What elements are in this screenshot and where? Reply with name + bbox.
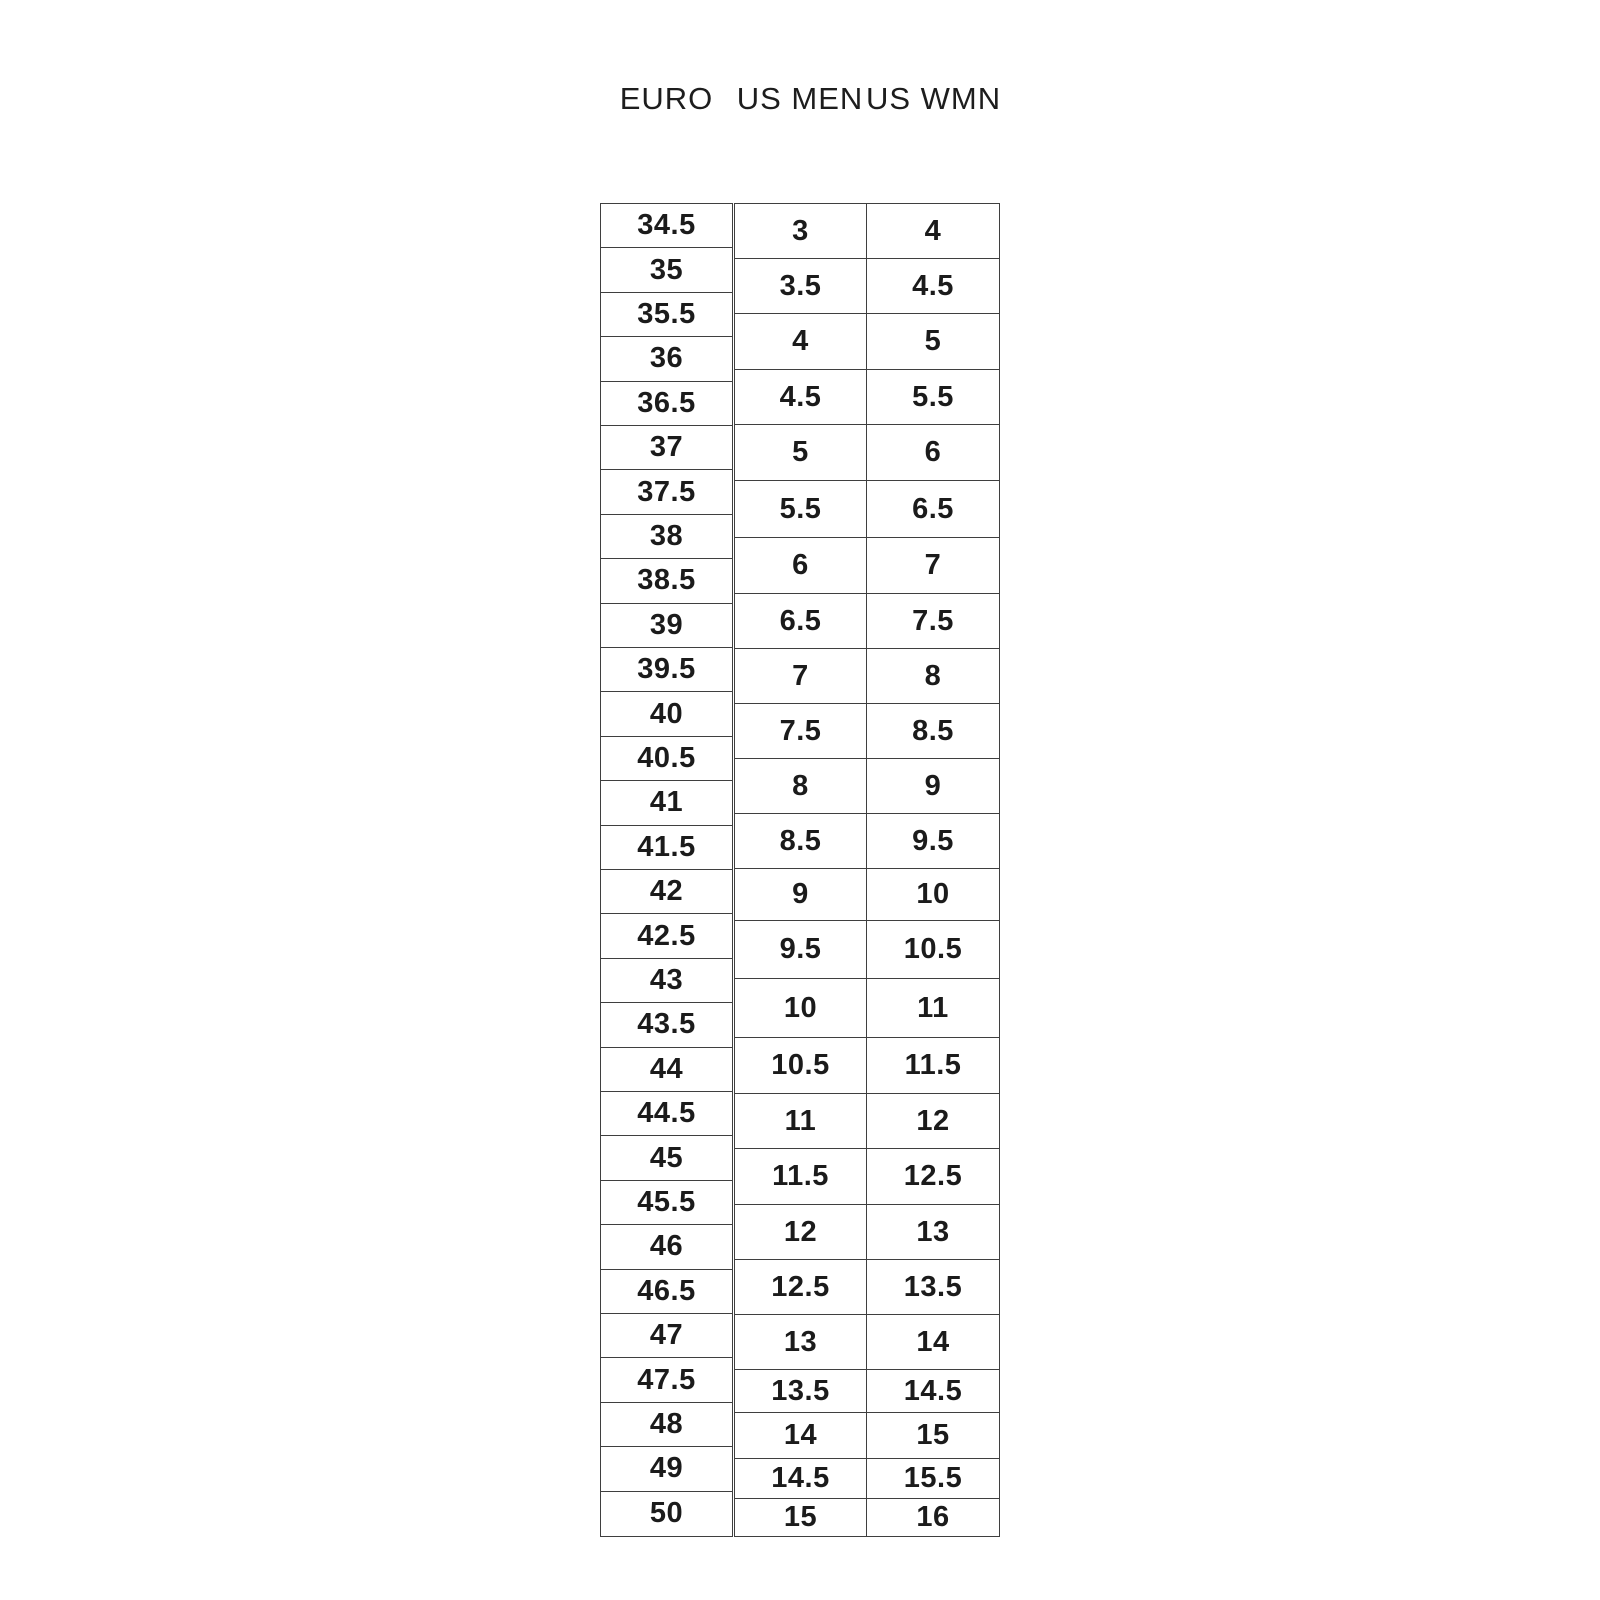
euro-size-cell: 36.5: [601, 382, 732, 426]
euro-size-cell: 40.5: [601, 737, 732, 781]
us-men-size-cell: 8.5: [735, 814, 866, 869]
us-wmn-size-column: [866, 203, 1000, 1537]
euro-size-cell: 47.5: [601, 1358, 732, 1402]
column-header-us-wmn: US WMN: [866, 81, 1002, 116]
us-wmn-size-cell: 10.5: [867, 921, 999, 979]
us-men-size-cell: 10: [735, 979, 866, 1038]
us-wmn-size-cell: 6.5: [867, 481, 999, 538]
us-wmn-size-cell: 14.5: [867, 1370, 999, 1413]
euro-size-cell: 42.5: [601, 914, 732, 958]
us-wmn-size-cell: 12: [867, 1094, 999, 1149]
us-wmn-size-cell: 9: [867, 759, 999, 814]
euro-size-cell: 44: [601, 1048, 732, 1092]
us-men-size-cell: 4.5: [735, 370, 866, 425]
euro-size-cell: 49: [601, 1447, 732, 1491]
us-men-size-cell: 6: [735, 538, 866, 594]
euro-size-cell: 34.5: [601, 204, 732, 248]
us-wmn-size-cell: 9.5: [867, 814, 999, 869]
us-men-size-cell: 12.5: [735, 1260, 866, 1315]
euro-size-cell: 46.5: [601, 1270, 732, 1314]
us-men-size-cell: 7: [735, 649, 866, 704]
euro-size-cell: 44.5: [601, 1092, 732, 1136]
us-men-size-cell: 11: [735, 1094, 866, 1149]
us-wmn-size-cell: 7.5: [867, 594, 999, 649]
us-wmn-size-cell: 5.5: [867, 370, 999, 425]
euro-size-cell: 43: [601, 959, 732, 1003]
us-wmn-size-cell: 13: [867, 1205, 999, 1260]
us-men-size-cell: 13.5: [735, 1370, 866, 1413]
euro-size-cell: 36: [601, 337, 732, 381]
euro-size-cell: 43.5: [601, 1003, 732, 1047]
euro-size-cell: 48: [601, 1403, 732, 1447]
us-men-size-cell: 6.5: [735, 594, 866, 649]
us-men-size-cell: 15: [783, 1501, 818, 1533]
euro-size-cell: 35: [601, 248, 732, 292]
us-wmn-size-cell: 15: [867, 1413, 999, 1459]
us-wmn-size-cell: 15.5: [867, 1459, 999, 1499]
euro-size-cell: 47: [601, 1314, 732, 1358]
us-men-size-cell: 3: [735, 204, 866, 259]
us-men-size-cell: 5: [735, 425, 866, 481]
us-men-size-cell: 11.5: [735, 1149, 866, 1205]
us-men-size-cell: 7.5: [735, 704, 866, 759]
us-wmn-size-cell: 11: [867, 979, 999, 1038]
column-header-us-men: US MEN: [736, 81, 864, 116]
euro-size-cell: 35.5: [601, 293, 732, 337]
us-wmn-size-cell: 10: [867, 869, 999, 921]
us-wmn-size-cell: 6: [867, 425, 999, 481]
us-men-size-cell: 8: [735, 759, 866, 814]
us-men-size-cell: 5.5: [735, 481, 866, 538]
us-wmn-size-cell: 13.5: [867, 1260, 999, 1315]
us-men-size-cell: 14.5: [735, 1459, 866, 1499]
euro-size-cell: 50: [649, 1497, 684, 1530]
euro-size-cell: 39.5: [601, 648, 732, 692]
us-wmn-size-cell: 7: [867, 538, 999, 594]
us-men-size-cell: 12: [735, 1205, 866, 1260]
us-wmn-size-cell: 4: [867, 204, 999, 259]
euro-size-cell: 38.5: [601, 559, 732, 603]
euro-size-cell: 41.5: [601, 826, 732, 870]
euro-size-cell: 37.5: [601, 470, 732, 514]
us-men-size-cell: 13: [735, 1315, 866, 1370]
euro-size-cell: 37: [601, 426, 732, 470]
euro-size-cell: 45.5: [601, 1181, 732, 1225]
us-wmn-size-cell: 8.5: [867, 704, 999, 759]
us-men-size-cell: 14: [735, 1413, 866, 1459]
euro-size-column: [600, 203, 733, 1537]
us-men-size-cell: 9.5: [735, 921, 866, 979]
us-wmn-size-cell: 8: [867, 649, 999, 704]
euro-size-cell: 41: [601, 781, 732, 825]
us-wmn-size-cell: 12.5: [867, 1149, 999, 1205]
euro-size-cell: 45: [601, 1136, 732, 1180]
euro-size-cell: 42: [601, 870, 732, 914]
us-men-size-column: [734, 203, 866, 1537]
euro-size-cell: 39: [601, 604, 732, 648]
us-wmn-size-cell: 5: [867, 314, 999, 370]
us-wmn-size-cell: 4.5: [867, 259, 999, 314]
us-men-size-cell: 9: [735, 869, 866, 921]
us-men-size-cell: 3.5: [735, 259, 866, 314]
us-men-size-cell: 4: [735, 314, 866, 370]
euro-size-cell: 40: [601, 692, 732, 736]
euro-size-cell: 46: [601, 1225, 732, 1269]
euro-size-cell: 38: [601, 515, 732, 559]
us-wmn-size-cell: 16: [916, 1501, 950, 1533]
us-wmn-size-cell: 14: [867, 1315, 999, 1370]
us-wmn-size-cell: 11.5: [867, 1038, 999, 1094]
us-men-size-cell: 10.5: [735, 1038, 866, 1094]
column-header-euro: EURO: [619, 81, 714, 116]
